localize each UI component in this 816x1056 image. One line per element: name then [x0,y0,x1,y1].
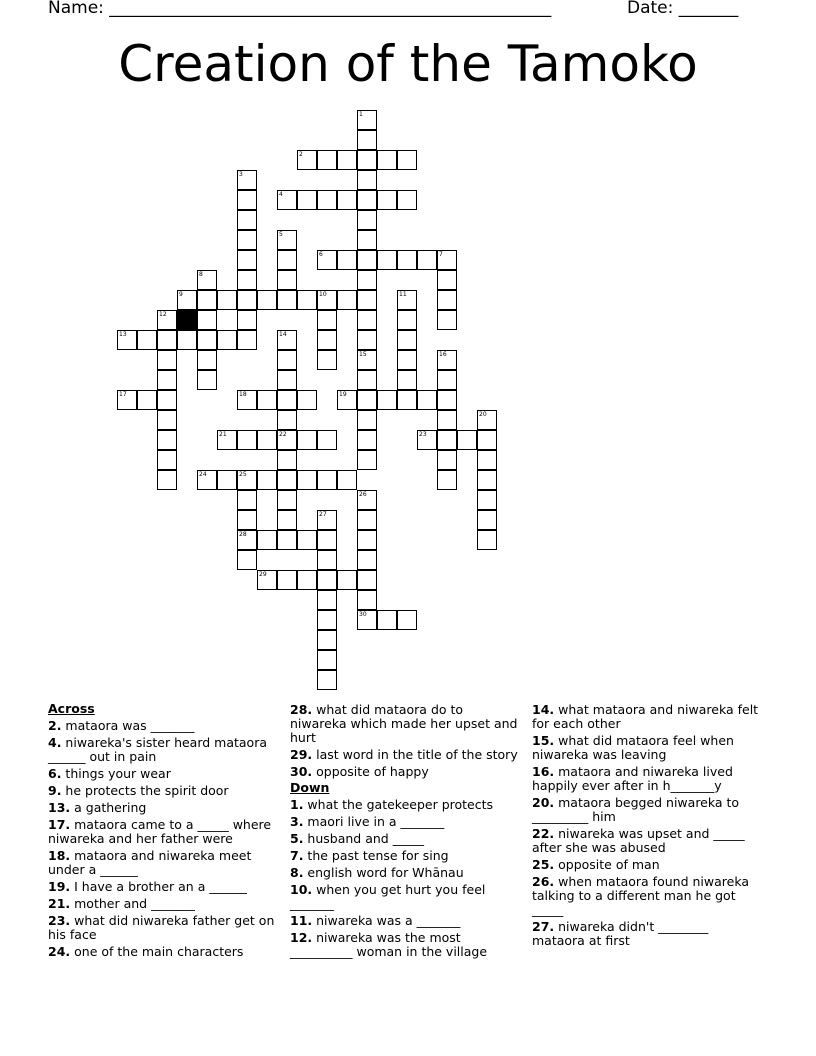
clue-number: 10. [290,882,313,897]
grid-cell[interactable] [317,650,337,670]
cell-number: 14 [279,331,287,338]
cell-number: 21 [219,431,227,438]
across-heading: Across [48,701,95,716]
clue-text: last word in the title of the story [312,747,518,762]
cell-number: 15 [359,351,367,358]
grid-cell[interactable] [277,370,297,390]
grid-cell[interactable] [437,470,457,490]
grid-cell[interactable] [477,410,497,430]
page-title: Creation of the Tamoko [118,35,698,93]
grid-cell[interactable] [357,230,377,250]
grid-cell[interactable] [297,430,317,450]
grid-cell[interactable] [477,430,497,450]
cell-number: 1 [359,111,363,118]
grid-cell[interactable] [277,410,297,430]
grid-cell[interactable] [357,530,377,550]
clue-number: 29. [290,747,313,762]
grid-cell[interactable] [157,370,177,390]
clue-item [532,875,764,917]
cell-number: 18 [239,391,247,398]
grid-cell[interactable] [217,290,237,310]
grid-cell[interactable] [437,450,457,470]
grid-cell[interactable] [237,390,257,410]
grid-cell[interactable] [177,330,197,350]
clue-item [532,796,764,824]
clue-item [48,880,276,894]
clue-number: 7. [290,848,304,863]
clue-number: 16. [532,764,555,779]
grid-cell[interactable] [317,610,337,630]
grid-cell[interactable] [277,530,297,550]
grid-cell[interactable] [397,330,417,350]
grid-cell[interactable] [197,370,217,390]
clue-item [48,818,276,846]
cell-number: 22 [279,431,287,438]
clue-item [290,832,522,846]
grid-cell[interactable] [357,510,377,530]
cell-number: 30 [359,611,367,618]
clue-item [290,866,522,880]
grid-cell[interactable] [237,190,257,210]
grid-cell[interactable] [237,290,257,310]
clue-item [48,719,276,733]
grid-cell[interactable] [377,250,397,270]
grid-cell[interactable] [317,590,337,610]
grid-cell[interactable] [277,250,297,270]
grid-cell[interactable] [397,370,417,390]
grid-cell[interactable] [177,290,197,310]
clue-item [48,736,276,764]
grid-cell[interactable] [357,190,377,210]
grid-cell[interactable] [397,350,417,370]
grid-cell[interactable] [297,570,317,590]
cell-number: 6 [319,251,323,258]
grid-cell[interactable] [237,250,257,270]
clue-item [290,931,522,959]
clue-text: mataora was _______ [61,718,195,733]
down-heading: Down [290,780,330,795]
grid-cell[interactable] [237,270,257,290]
grid-cell[interactable] [397,610,417,630]
grid-cell[interactable] [337,570,357,590]
clue-number: 2. [48,718,62,733]
grid-cell[interactable] [357,310,377,330]
clue-item [290,748,522,762]
grid-cell[interactable] [437,310,457,330]
cell-number: 2 [299,151,303,158]
grid-cell[interactable] [437,410,457,430]
grid-cell[interactable] [357,570,377,590]
cell-number: 12 [159,311,167,318]
grid-cell[interactable] [197,350,217,370]
grid-cell[interactable] [337,250,357,270]
grid-cell[interactable] [437,270,457,290]
clue-number: 30. [290,764,313,779]
clues-column-2 [290,700,522,959]
grid-cell[interactable] [297,470,317,490]
grid-cell[interactable] [377,610,397,630]
grid-cell[interactable] [137,390,157,410]
grid-cell[interactable] [477,450,497,470]
grid-cell[interactable] [317,510,337,530]
grid-cell[interactable] [337,470,357,490]
cell-number: 24 [199,471,207,478]
cell-number: 27 [319,511,327,518]
grid-cell[interactable] [317,630,337,650]
grid-cell[interactable] [357,150,377,170]
grid-cell[interactable] [357,330,377,350]
grid-cell[interactable] [477,530,497,550]
clue-item [532,858,764,872]
grid-cell[interactable] [477,490,497,510]
grid-cell[interactable] [357,130,377,150]
cell-number: 9 [179,291,183,298]
clue-number: 5. [290,831,304,846]
clue-number: 21. [48,896,71,911]
grid-cell[interactable] [337,290,357,310]
clue-number: 8. [290,865,304,880]
cell-number: 11 [399,291,407,298]
grid-cell[interactable] [237,470,257,490]
clue-number: 19. [48,879,71,894]
clue-item [290,914,522,928]
clue-number: 22. [532,826,555,841]
grid-cell[interactable] [317,330,337,350]
grid-cell[interactable] [357,370,377,390]
grid-cell[interactable] [217,430,237,450]
grid-cell[interactable] [317,530,337,550]
grid-cell[interactable] [417,250,437,270]
grid-cell[interactable] [237,230,257,250]
grid-cell[interactable] [437,350,457,370]
grid-cell[interactable] [237,170,257,190]
grid-cell[interactable] [297,290,317,310]
cell-number: 5 [279,231,283,238]
clue-text: what mataora and niwareka felt for each other [532,702,759,731]
grid-cell[interactable] [217,470,237,490]
clue-item [290,849,522,863]
clue-item [48,897,276,911]
grid-cell[interactable] [437,290,457,310]
grid-cell[interactable] [357,250,377,270]
grid-cell[interactable] [277,470,297,490]
grid-cell[interactable] [357,450,377,470]
grid-cell[interactable] [297,530,317,550]
clue-number: 9. [48,783,62,798]
grid-cell[interactable] [157,470,177,490]
grid-cell[interactable] [197,290,217,310]
clue-item [290,798,522,812]
grid-cell[interactable] [357,170,377,190]
cell-number: 26 [359,491,367,498]
grid-cell[interactable] [157,450,177,470]
clue-text: niwareka was the most __________ woman in the village [290,930,488,959]
grid-cell[interactable] [197,310,217,330]
date-field: Date: _______ [627,0,739,18]
clue-number: 24. [48,944,71,959]
clue-number: 11. [290,913,313,928]
grid-cell[interactable] [277,450,297,470]
grid-cell[interactable] [317,570,337,590]
clue-text: maori live in a _______ [303,814,445,829]
grid-cell[interactable] [297,390,317,410]
grid-cell[interactable] [317,470,337,490]
grid-cell[interactable] [377,390,397,410]
clue-number: 14. [532,702,555,717]
clue-item [532,827,764,855]
cell-number: 3 [239,171,243,178]
grid-cell[interactable] [257,290,277,310]
clue-number: 4. [48,735,62,750]
grid-cell[interactable] [277,290,297,310]
clue-text: mother and _______ [70,896,195,911]
clue-text: what did niwareka father get on his face [48,913,275,942]
grid-cell[interactable] [257,430,277,450]
clue-number: 25. [532,857,555,872]
grid-cell[interactable] [237,310,257,330]
grid-cell[interactable] [317,670,337,690]
grid-cell[interactable] [337,150,357,170]
grid-cell[interactable] [397,390,417,410]
grid-cell[interactable] [397,190,417,210]
grid-cell[interactable] [257,470,277,490]
black-square [177,310,197,330]
cell-number: 25 [239,471,247,478]
clue-number: 12. [290,930,313,945]
grid-cell[interactable] [317,250,337,270]
grid-cell[interactable] [317,550,337,570]
grid-cell[interactable] [297,190,317,210]
grid-cell[interactable] [477,470,497,490]
clue-number: 1. [290,797,304,812]
clue-text: what the gatekeeper protects [303,797,494,812]
clue-text: mataora and niwareka lived happily ever after in h_______y [532,764,733,793]
cell-number: 20 [479,411,487,418]
grid-cell[interactable] [277,230,297,250]
cell-number: 4 [279,191,283,198]
clue-text: mataora and niwareka meet under a ______ [48,848,252,877]
clue-text: he protects the spirit door [61,783,229,798]
clue-item [48,801,276,815]
clue-text: husband and _____ [303,831,424,846]
grid-cell[interactable] [277,390,297,410]
grid-cell[interactable] [237,330,257,350]
grid-cell[interactable] [317,150,337,170]
cell-number: 29 [259,571,267,578]
clue-text: niwareka was a _______ [312,913,461,928]
clue-item [290,765,522,779]
clue-number: 20. [532,795,555,810]
grid-cell[interactable] [357,430,377,450]
clue-text: english word for Whānau [303,865,464,880]
clue-number: 17. [48,817,71,832]
clue-item [48,784,276,798]
grid-cell[interactable] [117,330,137,350]
grid-cell[interactable] [437,370,457,390]
clue-text: what did mataora do to niwareka which made her upset and hurt [290,702,518,745]
grid-cell[interactable] [317,310,337,330]
clue-item [532,765,764,793]
grid-cell[interactable] [277,430,297,450]
clue-text: one of the main characters [70,944,244,959]
clue-text: opposite of happy [312,764,429,779]
clue-text: I have a brother an a ______ [70,879,247,894]
clue-item [532,703,764,731]
grid-cell[interactable] [197,270,217,290]
clue-number: 26. [532,874,555,889]
cell-number: 19 [339,391,347,398]
grid-cell[interactable] [297,150,317,170]
grid-cell[interactable] [437,430,457,450]
clue-text: mataora came to a _____ where niwareka and her father were [48,817,272,846]
grid-cell[interactable] [277,330,297,350]
clue-item [290,815,522,829]
grid-cell[interactable] [417,430,437,450]
grid-cell[interactable] [157,390,177,410]
grid-cell[interactable] [357,550,377,570]
clue-number: 18. [48,848,71,863]
clue-item [532,734,764,762]
grid-cell[interactable] [337,190,357,210]
grid-cell[interactable] [397,290,417,310]
grid-cell[interactable] [237,490,257,510]
grid-cell[interactable] [197,330,217,350]
grid-cell[interactable] [157,430,177,450]
grid-cell[interactable] [237,550,257,570]
clue-number: 23. [48,913,71,928]
clue-item [532,920,764,948]
clue-number: 3. [290,814,304,829]
grid-cell[interactable] [157,310,177,330]
grid-cell[interactable] [277,190,297,210]
clue-text: niwareka didn't ________ mataora at first [532,919,709,948]
grid-cell[interactable] [317,190,337,210]
grid-cell[interactable] [357,410,377,430]
grid-cell[interactable] [357,290,377,310]
cell-number: 16 [439,351,447,358]
grid-cell[interactable] [357,110,377,130]
clue-text: niwareka's sister heard mataora ______ out in pain [48,735,268,764]
grid-cell[interactable] [137,330,157,350]
cell-number: 23 [419,431,427,438]
grid-cell[interactable] [317,290,337,310]
grid-cell[interactable] [257,570,277,590]
grid-cell[interactable] [237,510,257,530]
cell-number: 8 [199,271,203,278]
grid-cell[interactable] [277,510,297,530]
clue-number: 27. [532,919,555,934]
grid-cell[interactable] [457,430,477,450]
grid-cell[interactable] [317,430,337,450]
grid-cell[interactable] [277,490,297,510]
clue-text: when mataora found niwareka talking to a different man he got _____ [532,874,749,917]
clues-column-3 [532,700,764,948]
cell-number: 13 [119,331,127,338]
clue-text: the past tense for sing [303,848,449,863]
grid-cell[interactable] [157,330,177,350]
cell-number: 28 [239,531,247,538]
grid-cell[interactable] [357,210,377,230]
grid-cell[interactable] [277,270,297,290]
grid-cell[interactable] [337,390,357,410]
grid-cell[interactable] [257,390,277,410]
grid-cell[interactable] [237,430,257,450]
grid-cell[interactable] [397,150,417,170]
clue-item [290,703,522,745]
clue-text: things your wear [61,766,171,781]
grid-cell[interactable] [417,390,437,410]
clue-text: when you get hurt you feel _______ [290,882,486,911]
clue-text: opposite of man [554,857,660,872]
grid-cell[interactable] [117,390,137,410]
grid-cell[interactable] [157,350,177,370]
grid-cell[interactable] [357,390,377,410]
grid-cell[interactable] [237,530,257,550]
grid-cell[interactable] [237,210,257,230]
clues-column-1 [48,700,276,959]
clue-text: niwareka was upset and _____ after she was abused [532,826,745,855]
grid-cell[interactable] [357,590,377,610]
cell-number: 10 [319,291,327,298]
grid-cell[interactable] [157,410,177,430]
clue-item [48,945,276,959]
grid-cell[interactable] [357,270,377,290]
clue-item [48,914,276,942]
clue-item [48,767,276,781]
clue-number: 15. [532,733,555,748]
grid-cell[interactable] [377,190,397,210]
grid-cell[interactable] [437,250,457,270]
cell-number: 17 [119,391,127,398]
clue-text: mataora begged niwareka to _________ him [532,795,740,824]
grid-cell[interactable] [397,250,417,270]
cell-number: 7 [439,251,443,258]
grid-cell[interactable] [377,150,397,170]
clue-text: a gathering [70,800,147,815]
grid-cell[interactable] [277,350,297,370]
clue-text: what did mataora feel when niwareka was leaving [532,733,734,762]
grid-cell[interactable] [477,510,497,530]
grid-cell[interactable] [357,610,377,630]
clue-number: 28. [290,702,313,717]
grid-cell[interactable] [357,490,377,510]
grid-cell[interactable] [277,570,297,590]
grid-cell[interactable] [357,350,377,370]
clue-item [48,849,276,877]
name-field: Name: ____________________________________________________ [48,0,552,18]
grid-cell[interactable] [397,310,417,330]
clue-item [290,883,522,911]
grid-cell[interactable] [317,350,337,370]
grid-cell[interactable] [217,330,237,350]
grid-cell[interactable] [437,390,457,410]
clue-number: 6. [48,766,62,781]
grid-cell[interactable] [257,530,277,550]
clue-number: 13. [48,800,71,815]
grid-cell[interactable] [197,470,217,490]
